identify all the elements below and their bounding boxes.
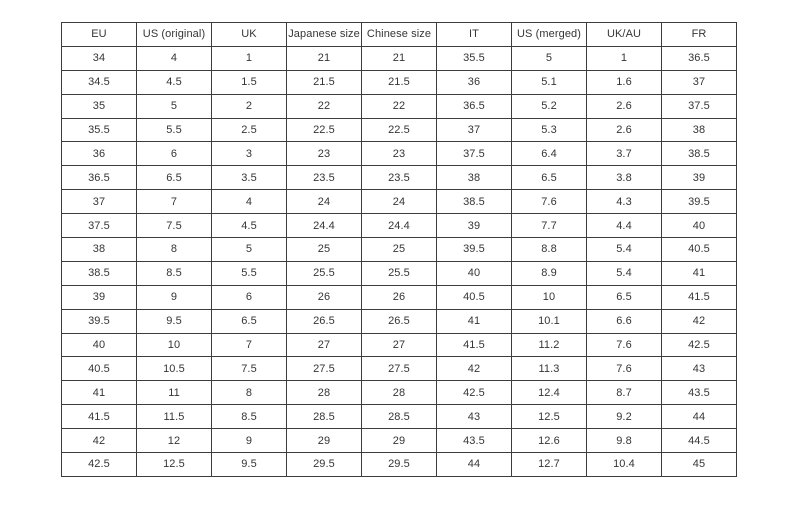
table-cell: 40.5 — [662, 238, 737, 262]
table-cell: 24.4 — [362, 214, 437, 238]
table-cell: 26.5 — [287, 309, 362, 333]
table-cell: 5.4 — [587, 261, 662, 285]
table-cell: 6.5 — [587, 285, 662, 309]
table-cell: 4.4 — [587, 214, 662, 238]
table-cell: 36 — [62, 142, 137, 166]
table-cell: 7.6 — [587, 357, 662, 381]
table-cell: 27 — [362, 333, 437, 357]
column-header-uk-au: UK/AU — [587, 23, 662, 47]
table-cell: 26 — [362, 285, 437, 309]
table-cell: 41.5 — [62, 405, 137, 429]
table-cell: 3.5 — [212, 166, 287, 190]
table-cell: 5 — [137, 94, 212, 118]
table-cell: 23 — [362, 142, 437, 166]
table-cell: 25.5 — [362, 261, 437, 285]
table-cell: 42.5 — [62, 453, 137, 477]
table-cell: 5 — [512, 46, 587, 70]
table-cell: 9 — [212, 429, 287, 453]
table-cell: 4.5 — [137, 70, 212, 94]
table-cell: 12.6 — [512, 429, 587, 453]
table-row — [62, 190, 737, 214]
table-cell: 39 — [437, 214, 512, 238]
table-cell: 43 — [662, 357, 737, 381]
table-cell: 36.5 — [62, 166, 137, 190]
table-row — [62, 70, 737, 94]
table-cell: 2.6 — [587, 118, 662, 142]
column-header-uk: UK — [212, 23, 287, 47]
table-cell: 24 — [287, 190, 362, 214]
table-cell: 28.5 — [287, 405, 362, 429]
table-cell: 8.5 — [212, 405, 287, 429]
header-row — [62, 23, 737, 47]
table-cell: 8 — [137, 238, 212, 262]
table-cell: 11.2 — [512, 333, 587, 357]
table-cell: 6.5 — [512, 166, 587, 190]
table-cell: 40.5 — [437, 285, 512, 309]
table-row — [62, 357, 737, 381]
table-row — [62, 285, 737, 309]
table-cell: 4.3 — [587, 190, 662, 214]
table-cell: 25 — [287, 238, 362, 262]
table-cell: 43.5 — [662, 381, 737, 405]
table-cell: 21 — [287, 46, 362, 70]
column-header-us-merged: US (merged) — [512, 23, 587, 47]
table-cell: 6 — [137, 142, 212, 166]
table-cell: 37.5 — [662, 94, 737, 118]
column-header-it: IT — [437, 23, 512, 47]
table-cell: 10.4 — [587, 453, 662, 477]
table-cell: 37 — [437, 118, 512, 142]
table-cell: 45 — [662, 453, 737, 477]
table-cell: 10.5 — [137, 357, 212, 381]
table-cell: 44 — [437, 453, 512, 477]
table-row — [62, 405, 737, 429]
table-cell: 37.5 — [62, 214, 137, 238]
table-cell: 7 — [137, 190, 212, 214]
table-row — [62, 429, 737, 453]
table-cell: 12.5 — [512, 405, 587, 429]
table-cell: 35 — [62, 94, 137, 118]
column-header-fr: FR — [662, 23, 737, 47]
table-cell: 27 — [287, 333, 362, 357]
table-cell: 37.5 — [437, 142, 512, 166]
table-cell: 38 — [662, 118, 737, 142]
table-cell: 1.5 — [212, 70, 287, 94]
column-header-us-original: US (original) — [137, 23, 212, 47]
table-cell: 12.7 — [512, 453, 587, 477]
table-cell: 7.7 — [512, 214, 587, 238]
table-body — [62, 46, 737, 476]
table-cell: 3.8 — [587, 166, 662, 190]
table-cell: 35.5 — [437, 46, 512, 70]
table-header — [62, 23, 737, 47]
column-header-eu: EU — [62, 23, 137, 47]
table-cell: 27.5 — [287, 357, 362, 381]
table-cell: 6.5 — [137, 166, 212, 190]
table-cell: 24.4 — [287, 214, 362, 238]
table-cell: 8.8 — [512, 238, 587, 262]
table-cell: 40.5 — [62, 357, 137, 381]
table-cell: 41 — [62, 381, 137, 405]
table-cell: 29.5 — [287, 453, 362, 477]
table-cell: 23.5 — [362, 166, 437, 190]
table-cell: 41 — [437, 309, 512, 333]
table-cell: 39 — [662, 166, 737, 190]
table-cell: 34 — [62, 46, 137, 70]
table-cell: 27.5 — [362, 357, 437, 381]
table-cell: 37 — [662, 70, 737, 94]
table-cell: 5.5 — [137, 118, 212, 142]
table-cell: 1 — [212, 46, 287, 70]
table-cell: 8.7 — [587, 381, 662, 405]
table-cell: 7 — [212, 333, 287, 357]
table-cell: 26.5 — [362, 309, 437, 333]
table-cell: 41.5 — [662, 285, 737, 309]
table-row — [62, 238, 737, 262]
table-cell: 12 — [137, 429, 212, 453]
table-cell: 26 — [287, 285, 362, 309]
table-cell: 6.4 — [512, 142, 587, 166]
table-cell: 4.5 — [212, 214, 287, 238]
table-cell: 40 — [662, 214, 737, 238]
table-cell: 42 — [62, 429, 137, 453]
table-cell: 36 — [437, 70, 512, 94]
table-cell: 41 — [662, 261, 737, 285]
shoe-size-conversion-table — [61, 22, 737, 477]
table-cell: 43.5 — [437, 429, 512, 453]
table-cell: 44.5 — [662, 429, 737, 453]
table-row — [62, 118, 737, 142]
table-cell: 28 — [362, 381, 437, 405]
table-cell: 24 — [362, 190, 437, 214]
table-cell: 34.5 — [62, 70, 137, 94]
table-cell: 42.5 — [662, 333, 737, 357]
table-cell: 1 — [587, 46, 662, 70]
table-cell: 6.6 — [587, 309, 662, 333]
table-cell: 40 — [62, 333, 137, 357]
table-cell: 39.5 — [437, 238, 512, 262]
table-cell: 38 — [437, 166, 512, 190]
table-cell: 28 — [287, 381, 362, 405]
table-cell: 42 — [437, 357, 512, 381]
table-cell: 38.5 — [62, 261, 137, 285]
table-row — [62, 309, 737, 333]
table-cell: 12.5 — [137, 453, 212, 477]
table-row — [62, 94, 737, 118]
table-cell: 38 — [62, 238, 137, 262]
table-cell: 3.7 — [587, 142, 662, 166]
table-cell: 9.5 — [212, 453, 287, 477]
table-cell: 40 — [437, 261, 512, 285]
table-cell: 9.5 — [137, 309, 212, 333]
table-cell: 39.5 — [62, 309, 137, 333]
table-cell: 8 — [212, 381, 287, 405]
table-cell: 38.5 — [437, 190, 512, 214]
table-cell: 7.6 — [587, 333, 662, 357]
table-cell: 2.5 — [212, 118, 287, 142]
table-cell: 5.4 — [587, 238, 662, 262]
table-cell: 10 — [512, 285, 587, 309]
table-row — [62, 166, 737, 190]
table-cell: 23.5 — [287, 166, 362, 190]
table-cell: 39.5 — [662, 190, 737, 214]
table-cell: 9 — [137, 285, 212, 309]
column-header-chinese-size: Chinese size — [362, 23, 437, 47]
table-cell: 9.8 — [587, 429, 662, 453]
table-cell: 43 — [437, 405, 512, 429]
table-cell: 44 — [662, 405, 737, 429]
table-row — [62, 46, 737, 70]
table-cell: 11.5 — [137, 405, 212, 429]
table-cell: 41.5 — [437, 333, 512, 357]
table-cell: 10.1 — [512, 309, 587, 333]
table-cell: 29 — [362, 429, 437, 453]
table-cell: 5.2 — [512, 94, 587, 118]
table-cell: 22.5 — [287, 118, 362, 142]
table-cell: 1.6 — [587, 70, 662, 94]
table-cell: 25 — [362, 238, 437, 262]
table-cell: 35.5 — [62, 118, 137, 142]
column-header-japanese-size: Japanese size — [287, 23, 362, 47]
table-cell: 2.6 — [587, 94, 662, 118]
table-cell: 21.5 — [362, 70, 437, 94]
table-cell: 25.5 — [287, 261, 362, 285]
table-cell: 9.2 — [587, 405, 662, 429]
table-cell: 5.5 — [212, 261, 287, 285]
table-cell: 21.5 — [287, 70, 362, 94]
table-row — [62, 142, 737, 166]
table-cell: 12.4 — [512, 381, 587, 405]
table-row — [62, 381, 737, 405]
table-cell: 10 — [137, 333, 212, 357]
table-cell: 5.3 — [512, 118, 587, 142]
table-cell: 37 — [62, 190, 137, 214]
table-cell: 39 — [62, 285, 137, 309]
table-cell: 22 — [287, 94, 362, 118]
table-row — [62, 214, 737, 238]
table-cell: 8.5 — [137, 261, 212, 285]
table-cell: 29.5 — [362, 453, 437, 477]
table-cell: 23 — [287, 142, 362, 166]
table-cell: 11.3 — [512, 357, 587, 381]
table-cell: 36.5 — [437, 94, 512, 118]
table-cell: 22.5 — [362, 118, 437, 142]
table-row — [62, 333, 737, 357]
table-cell: 42.5 — [437, 381, 512, 405]
table-cell: 28.5 — [362, 405, 437, 429]
table-cell: 36.5 — [662, 46, 737, 70]
table-cell: 42 — [662, 309, 737, 333]
table-cell: 3 — [212, 142, 287, 166]
table-row — [62, 453, 737, 477]
table-cell: 4 — [137, 46, 212, 70]
table-cell: 6 — [212, 285, 287, 309]
table-cell: 7.5 — [212, 357, 287, 381]
table-cell: 21 — [362, 46, 437, 70]
table-cell: 22 — [362, 94, 437, 118]
table-cell: 5 — [212, 238, 287, 262]
table-cell: 2 — [212, 94, 287, 118]
table-cell: 4 — [212, 190, 287, 214]
table-cell: 38.5 — [662, 142, 737, 166]
table-cell: 29 — [287, 429, 362, 453]
table-cell: 7.6 — [512, 190, 587, 214]
table-row — [62, 261, 737, 285]
table-cell: 11 — [137, 381, 212, 405]
table-cell: 7.5 — [137, 214, 212, 238]
table-cell: 6.5 — [212, 309, 287, 333]
table-cell: 5.1 — [512, 70, 587, 94]
table-cell: 8.9 — [512, 261, 587, 285]
